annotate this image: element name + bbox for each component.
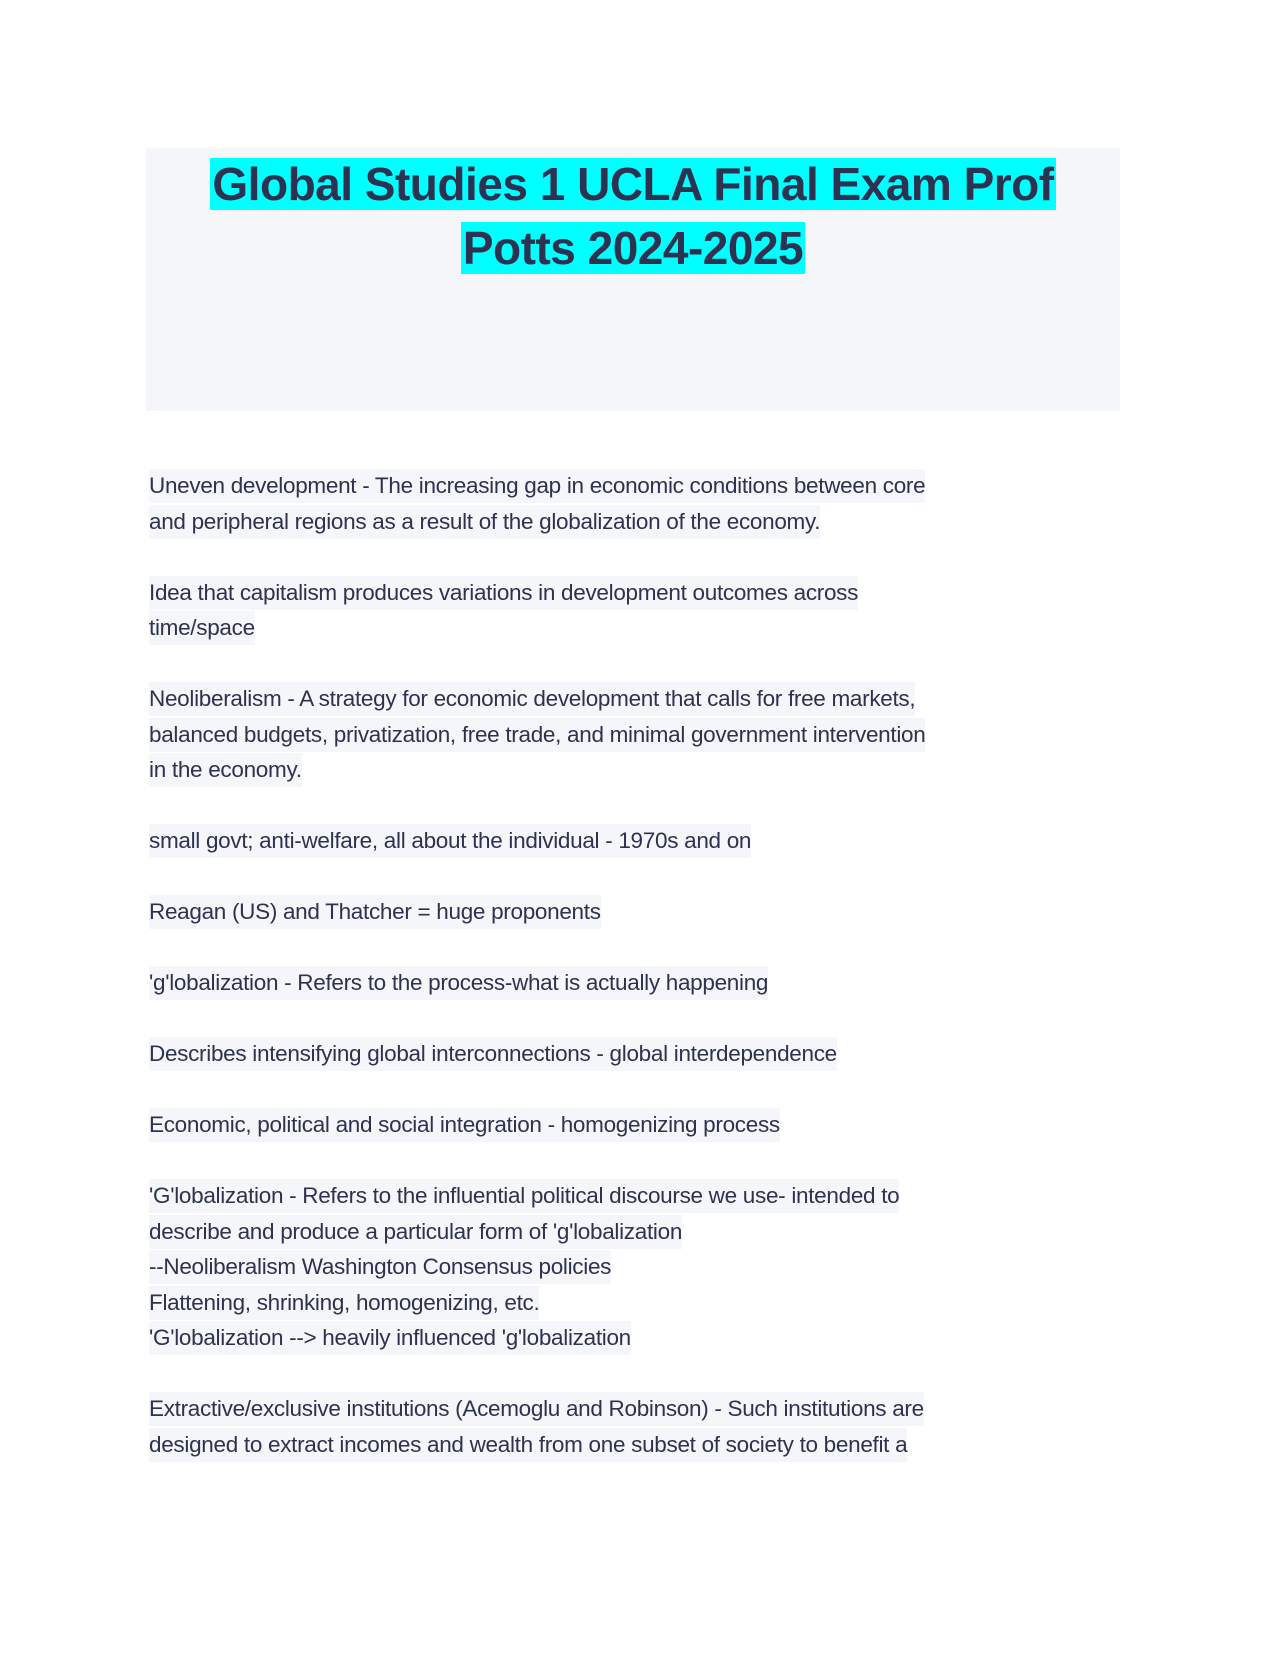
text-line-content: designed to extract incomes and wealth from one subset of society to benefit a (149, 1428, 907, 1462)
paragraph (149, 1391, 1149, 1462)
text-line (149, 468, 1149, 504)
paragraph (149, 1178, 1149, 1356)
text-line-content: Economic, political and social integration - homogenizing process (149, 1108, 780, 1142)
text-line-content: Flattening, shrinking, homogenizing, etc. (149, 1286, 539, 1320)
text-line (149, 1320, 1149, 1356)
text-line (149, 1249, 1149, 1285)
text-line (149, 1107, 1149, 1143)
paragraph (149, 1036, 1149, 1072)
document-body (149, 468, 1149, 1498)
document-title (146, 152, 1120, 280)
text-line-content: --Neoliberalism Washington Consensus policies (149, 1250, 611, 1284)
text-line (149, 610, 1149, 646)
text-line (149, 1391, 1149, 1427)
text-line-content: and peripheral regions as a result of the globalization of the economy. (149, 505, 820, 539)
text-line (149, 894, 1149, 930)
text-line-content: small govt; anti-welfare, all about the individual - 1970s and on (149, 824, 751, 858)
text-line (149, 681, 1149, 717)
paragraph (149, 1107, 1149, 1143)
paragraph (149, 575, 1149, 646)
text-line-content: Describes intensifying global interconnections - global interdependence (149, 1037, 837, 1071)
text-line (149, 965, 1149, 1001)
paragraph (149, 894, 1149, 930)
text-line (149, 504, 1149, 540)
text-line (149, 1214, 1149, 1250)
text-line (149, 575, 1149, 611)
title-line: Global Studies 1 UCLA Final Exam Prof (212, 158, 1054, 210)
title-line: Potts 2024-2025 (462, 222, 804, 274)
text-line-content: Uneven development - The increasing gap in economic conditions between core (149, 469, 925, 503)
text-line (149, 717, 1149, 753)
text-line-content: balanced budgets, privatization, free trade, and minimal government intervention (149, 718, 925, 752)
text-line-content: Extractive/exclusive institutions (Acemoglu and Robinson) - Such institutions are (149, 1392, 924, 1426)
text-line-content: 'g'lobalization - Refers to the process-what is actually happening (149, 966, 768, 1000)
paragraph (149, 965, 1149, 1001)
text-line (149, 1178, 1149, 1214)
text-line (149, 1285, 1149, 1321)
text-line-content: 'G'lobalization - Refers to the influential political discourse we use- intended to (149, 1179, 899, 1213)
text-line-content: 'G'lobalization --> heavily influenced 'g'lobalization (149, 1321, 631, 1355)
text-line (149, 752, 1149, 788)
text-line-content: describe and produce a particular form of 'g'lobalization (149, 1215, 682, 1249)
text-line-content: time/space (149, 611, 255, 645)
paragraph (149, 468, 1149, 539)
text-line-content: Reagan (US) and Thatcher = huge proponents (149, 895, 601, 929)
paragraph (149, 681, 1149, 788)
text-line-content: in the economy. (149, 753, 302, 787)
paragraph (149, 823, 1149, 859)
text-line (149, 1036, 1149, 1072)
text-line (149, 1427, 1149, 1463)
text-line (149, 823, 1149, 859)
text-line-content: Idea that capitalism produces variations in development outcomes across (149, 576, 858, 610)
title-block (146, 148, 1120, 411)
text-line-content: Neoliberalism - A strategy for economic development that calls for free markets, (149, 682, 915, 716)
